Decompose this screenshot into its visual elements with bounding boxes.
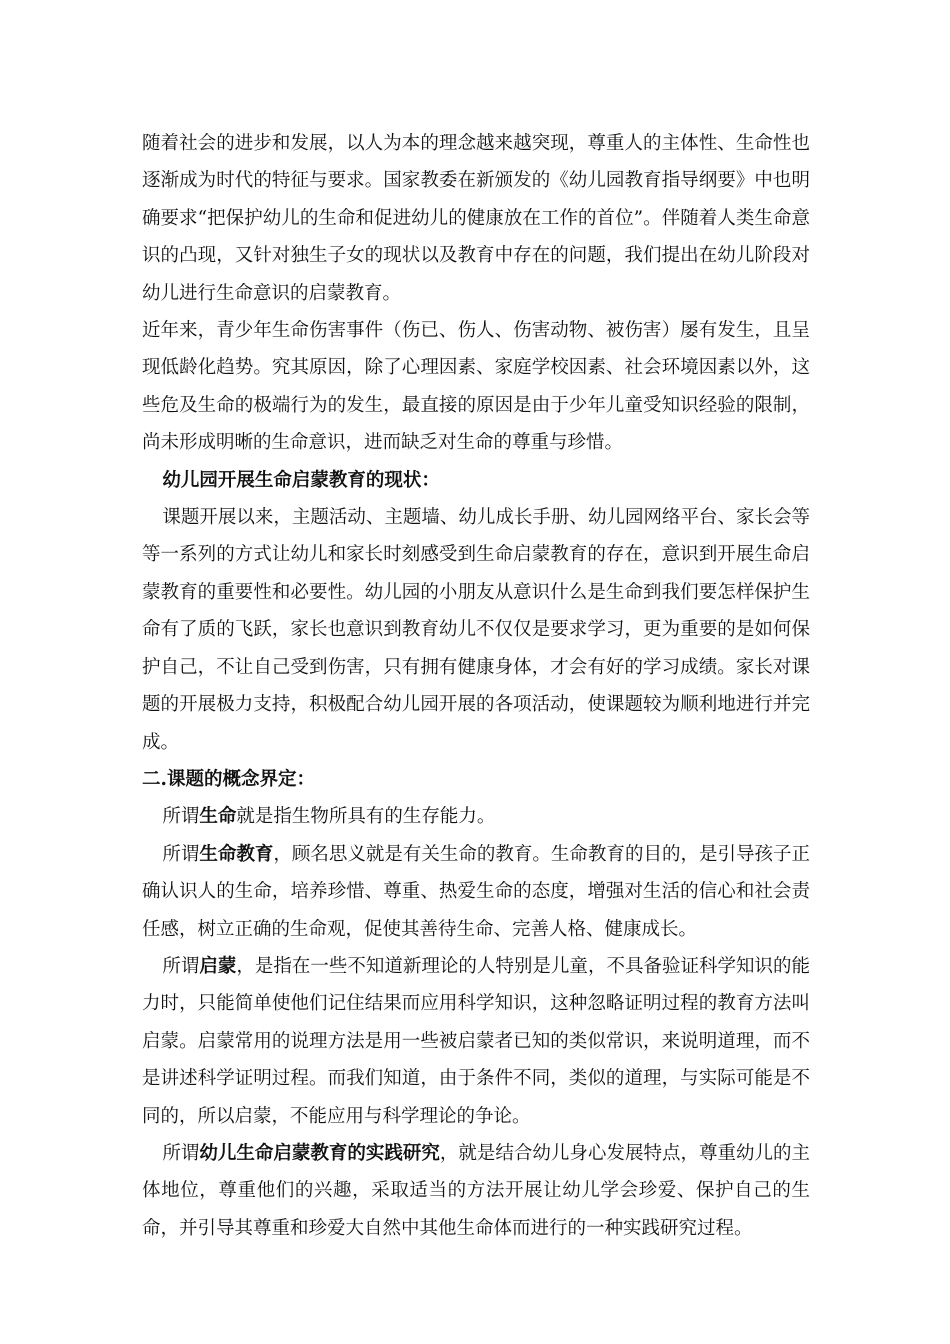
definition-prefix: 所谓: [162, 843, 200, 865]
definition-life-education: [142, 836, 810, 948]
paragraph-status: 课题开展以来，主题活动、主题墙、幼儿成长手册、幼儿园网络平台、家长会等等一系列的方式让幼儿和家长时刻感受到生命启蒙教育的存在，意识到开展生命启蒙教育的重要性和必要性。幼儿园的小朋友从意识什么是生命到我们要怎样保护生命有了质的飞跃，家长也意识到教育幼儿不仅仅是要求学习，更为重要的是如何保护自己，不让自己受到伤害，只有拥有健康身体，才会有好的学习成绩。家长对课题的开展极力支持，积极配合幼儿园开展的各项活动，使课题较为顺利地进行并完成。: [142, 507, 810, 753]
definition-text: ，就是结合幼儿身心发展特点，尊重幼儿的主体地位，尊重他们的兴趣，采取适当的方法开展让幼儿学会珍爱、保护自己的生命，并引导其尊重和珍爱大自然中其他生命体而进行的一种实践研究过程。: [142, 1142, 810, 1239]
definition-term-life: 生命: [199, 806, 237, 828]
definition-prefix: 所谓: [162, 1142, 200, 1164]
definition-text: ，是指在一些不知道新理论的人特别是儿童，不具备验证科学知识的能力时，只能简单使他们记住结果而应用科学知识，这种忽略证明过程的教育方法叫启蒙。启蒙常用的说理方法是用一些被启蒙者已知的类似常识，来说明道理，而不是讲述科学证明过程。而我们知道，由于条件不同，类似的道理，与实际可能是不同的，所以启蒙，不能应用与科学理论的争论。: [142, 955, 810, 1127]
document-body: [142, 125, 810, 1247]
subheading-current-status: 幼儿园开展生命启蒙教育的现状：: [162, 469, 440, 491]
definition-prefix: 所谓: [162, 806, 200, 828]
definition-term-life-education: 生命教育: [199, 843, 274, 865]
definition-term-enlightenment: 启蒙: [199, 955, 237, 977]
definition-life: [142, 798, 810, 835]
definition-term-practice-research: 幼儿生命启蒙教育的实践研究: [199, 1142, 440, 1164]
paragraph-recent-years: 近年来，青少年生命伤害事件（伤已、伤人、伤害动物、被伤害）屡有发生，且呈现低龄化趋势。究其原因，除了心理因素、家庭学校因素、社会环境因素以外，这些危及生命的极端行为的发生，最直接的原因是由于少年儿童受知识经验的限制，尚未形成明晰的生命意识，进而缺乏对生命的尊重与珍惜。: [142, 320, 810, 454]
section-heading-concept-definition: 二.课题的概念界定：: [142, 768, 315, 790]
definition-prefix: 所谓: [162, 955, 200, 977]
definition-text: ，顾名思义就是有关生命的教育。生命教育的目的，是引导孩子正确认识人的生命，培养珍惜、尊重、热爱生命的态度，增强对生活的信心和社会责任感，树立正确的生命观，促使其善待生命、完善人格、健康成长。: [142, 843, 810, 940]
definition-enlightenment: [142, 948, 810, 1135]
definition-text: 就是指生物所具有的生存能力。: [236, 806, 496, 828]
paragraph-intro: 随着社会的进步和发展，以人为本的理念越来越突现，尊重人的主体性、生命性也逐渐成为时代的特征与要求。国家教委在新颁发的《幼儿园教育指导纲要》中也明确要求“把保护幼儿的生命和促进幼儿的健康放在工作的首位”。伴随着人类生命意识的凸现，又针对独生子女的现状以及教育中存在的问题，我们提出在幼儿阶段对幼儿进行生命意识的启蒙教育。: [142, 133, 810, 304]
definition-practice-research: [142, 1135, 810, 1247]
